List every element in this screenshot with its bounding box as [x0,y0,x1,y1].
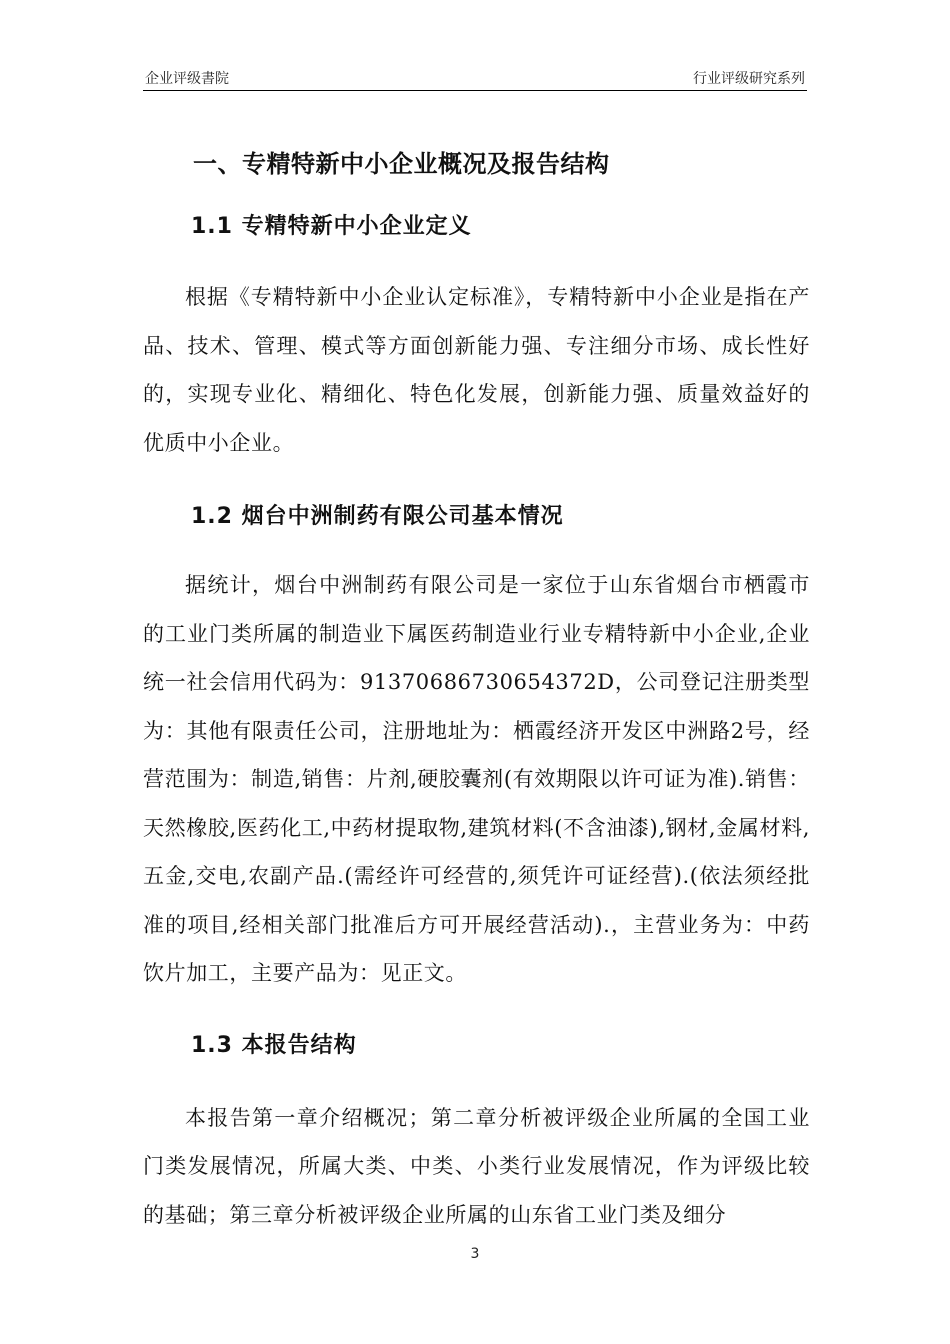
header-right-title: 行业评级研究系列 [693,71,805,87]
section-heading-1-1: 1.1 专精特新中小企业定义 [191,214,472,239]
document-body [143,140,810,1239]
section-heading-1-3: 1.3 本报告结构 [191,1032,357,1058]
section-heading-1-2: 1.2 烟台中洲制药有限公司基本情况 [191,504,564,529]
section-paragraph-1-2: 据统计，烟台中洲制药有限公司是一家位于山东省烟台市栖霞市的工业门类所属的制造业下属医药制造业行业专精特新中小企业,企业统一社会信用代码为：91370686730654372D，公司登记注册类型为：其他有限责任公司，注册地址为：栖霞经济开发区中洲路2号，经营范围为：制造,销售：片剂,硬胶囊剂(有效期限以许可证为准).销售：天然橡胶,医药化工,中药材提取物,建筑材料(不含油漆),钢材,金属材料,五金,交电,农副产品.(需经许可经营的,须凭许可证经营).(依法须经批准的项目,经相关部门批准后方可开展经营活动).，主营业务为：中药饮片加工，主要产品为：见正文。 [143,573,810,985]
chapter-title: 一、专精特新中小企业概况及报告结构 [193,150,610,178]
section-paragraph-1-3: 本报告第一章介绍概况；第二章分析被评级企业所属的全国工业门类发展情况，所属大类、中类、小类行业发展情况，作为评级比较的基础；第三章分析被评级企业所属的山东省工业门类及细分 [143,1105,810,1227]
page-number: 3 [470,1246,480,1262]
section-paragraph-1-1: 根据《专精特新中小企业认定标准》，专精特新中小企业是指在产品、技术、管理、模式等方面创新能力强、专注细分市场、成长性好的，实现专业化、精细化、特色化发展，创新能力强、质量效益好的优质中小企业。 [143,285,810,455]
header-left-title: 企业评级書院 [145,71,229,87]
page-header [143,66,807,91]
